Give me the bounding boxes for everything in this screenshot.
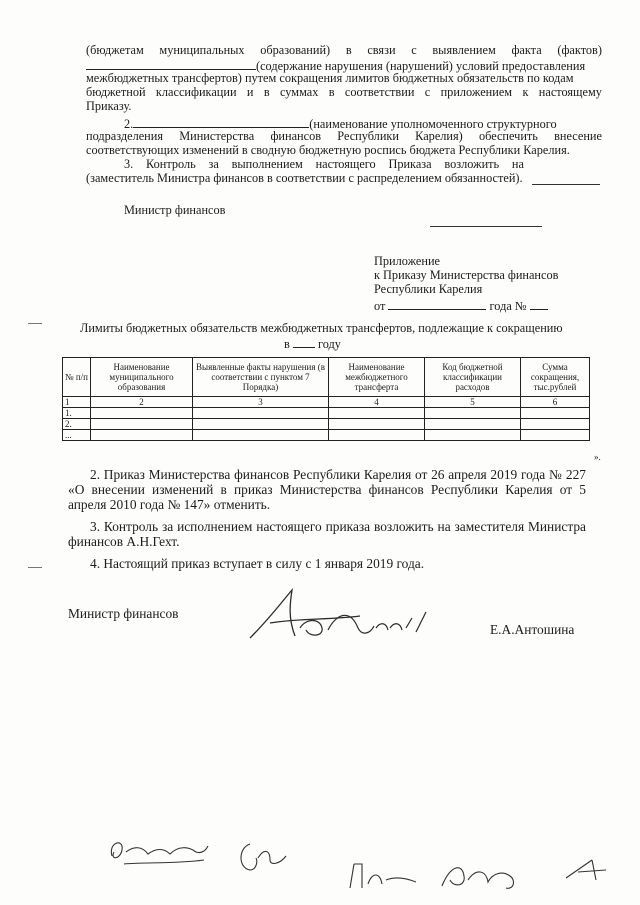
fragment-line-3 bbox=[86, 72, 573, 86]
table-cell bbox=[425, 408, 521, 419]
table-cell: 2. bbox=[63, 419, 91, 430]
department-blank bbox=[133, 116, 309, 128]
minister-label: Министр финансов bbox=[68, 606, 179, 621]
table-cell: ... bbox=[63, 430, 91, 441]
fragment-line-5 bbox=[86, 100, 131, 114]
fragment-line-1-w7: (фактов) bbox=[557, 43, 602, 57]
fragment-signature-line bbox=[430, 226, 542, 227]
fragment-line-4-w4: суммах bbox=[280, 85, 319, 99]
table-header-cell: Наименование межбюджетного трансферта bbox=[329, 358, 425, 397]
fragment-line-3-text: межбюджетных трансфертов) путем сокращения лимитов бюджетных обязательств по кодам bbox=[86, 71, 574, 85]
order-item-3: 3. Контроль за исполнением настоящего приказа возложить на заместителя Министра финансов А.Н.Гехт. bbox=[68, 519, 586, 550]
fragment-item-2-line-2 bbox=[86, 130, 602, 144]
table-cell bbox=[521, 430, 590, 441]
table-cell: 4 bbox=[329, 397, 425, 408]
appendix-line-3 bbox=[374, 283, 482, 297]
fragment-line-5-text: Приказу. bbox=[86, 99, 132, 113]
table-header-cell: Сумма сокращения, тыс.рублей bbox=[521, 358, 590, 397]
fragment-line-1-w4: с bbox=[411, 43, 417, 57]
fragment-line-4-w2: и bbox=[246, 85, 254, 99]
fragment-line-4-w5: в bbox=[328, 85, 335, 99]
fragment-line-4-w9: к bbox=[522, 85, 529, 99]
appendix-line-2-text: к Приказу Министерства финансов bbox=[374, 268, 559, 282]
fragment-item-2-w0: подразделения bbox=[86, 129, 163, 143]
appendix-line-2 bbox=[374, 269, 558, 283]
fragment-line-2-tail: (содержание нарушения (нарушений) условий предоставления bbox=[256, 59, 586, 73]
table-header-cell: № п/п bbox=[63, 358, 91, 397]
fragment-line-4-w6: соответствии bbox=[344, 85, 415, 99]
table-cell: 2 bbox=[91, 397, 193, 408]
fragment-line-1-w5: выявлением bbox=[432, 43, 496, 57]
table-cell: 1 bbox=[63, 397, 91, 408]
table-cell bbox=[329, 419, 425, 430]
deputy-blank bbox=[532, 184, 600, 185]
table-header-cell: Код бюджетной классификации расходов bbox=[425, 358, 521, 397]
fragment-line-1-w3: связи bbox=[367, 43, 396, 57]
fragment-item-3-w3: выполнением bbox=[231, 157, 303, 171]
fragment-item-2-w2: финансов bbox=[270, 129, 322, 143]
table-cell: 5 bbox=[425, 397, 521, 408]
appendix-date-blank bbox=[388, 298, 486, 310]
table-cell bbox=[91, 430, 193, 441]
table-cell bbox=[193, 419, 329, 430]
table-cell bbox=[425, 419, 521, 430]
table-row bbox=[63, 430, 590, 441]
fragment-line-4-w10: настоящему bbox=[538, 85, 602, 99]
fragment-item-2-w1: Министерства bbox=[179, 129, 255, 143]
fragment-line-1-w2: в bbox=[345, 43, 352, 57]
fragment-line-4-w7: с bbox=[424, 85, 431, 99]
table-cell bbox=[193, 430, 329, 441]
fragment-item-3 bbox=[124, 158, 524, 172]
appendix-line-4 bbox=[374, 298, 548, 314]
approval-signature-3 bbox=[346, 856, 526, 896]
table-cell bbox=[329, 430, 425, 441]
table-cell: 3 bbox=[193, 397, 329, 408]
fragment-line-1-left: (бюджетам bbox=[86, 43, 144, 57]
appendix-line-3-text: Республики Карелия bbox=[374, 282, 483, 296]
table-cell bbox=[521, 408, 590, 419]
appendix-line-1-text: Приложение bbox=[374, 254, 440, 268]
appendix-line-1 bbox=[374, 255, 440, 269]
table-header-cell: Выявленные факты нарушения (в соответствии с пунктом 7 Порядка) bbox=[193, 358, 329, 397]
fragment-item-3-line-2-text: (заместитель Министра финансов в соответствии с распределением обязанностей). bbox=[86, 171, 523, 185]
fragment-item-3-w1: Контроль bbox=[146, 157, 196, 171]
fragment-item-2-w6: внесение bbox=[554, 129, 602, 143]
table-row bbox=[63, 419, 590, 430]
table-cell: 6 bbox=[521, 397, 590, 408]
violation-blank bbox=[86, 58, 256, 70]
table-cell bbox=[425, 430, 521, 441]
fragment-item-2-w4: Карелия) bbox=[415, 129, 463, 143]
fragment-item-2-line-3 bbox=[86, 144, 570, 158]
table-cell: 1. bbox=[63, 408, 91, 419]
minister-name: Е.А.Антошина bbox=[490, 622, 575, 637]
approval-signature-1 bbox=[104, 834, 214, 870]
table-cell bbox=[91, 419, 193, 430]
fragment-item-3-w0: 3. bbox=[124, 157, 134, 171]
fragment-line-1 bbox=[86, 44, 602, 58]
margin-mark-1 bbox=[28, 323, 42, 324]
appendix-date-prefix: от bbox=[374, 299, 386, 313]
fragment-item-3-w6: возложить bbox=[444, 157, 500, 171]
table-cell bbox=[91, 408, 193, 419]
fragment-line-4 bbox=[86, 86, 602, 100]
fragment-line-1-w6: факта bbox=[511, 43, 542, 57]
order-item-4: 4. Настоящий приказ вступает в силу с 1 января 2019 года. bbox=[90, 556, 425, 571]
fragment-item-2-tail: (наименование уполномоченного структурного bbox=[309, 117, 557, 131]
fragment-minister-label bbox=[124, 204, 225, 218]
fragment-minister-label-text: Министр финансов bbox=[124, 203, 226, 217]
table-title-line-1-text: Лимиты бюджетных обязательств межбюджетных трансфертов, подлежащие к сокращению bbox=[80, 321, 563, 335]
table-year-suffix: году bbox=[317, 337, 341, 351]
table-title-line-1 bbox=[80, 322, 563, 336]
table-year-blank bbox=[293, 336, 315, 348]
fragment-item-3-w7: на bbox=[511, 157, 524, 171]
appendix-number-label: года № bbox=[489, 299, 527, 313]
table-cell bbox=[521, 419, 590, 430]
fragment-item-2-line-3-text: соответствующих изменений в сводную бюджетную роспись бюджета Республики Карелия. bbox=[86, 143, 570, 157]
approval-signature-4 bbox=[562, 854, 616, 884]
order-item-2: 2. Приказ Министерства финансов Республики Карелия от 26 апреля 2019 года № 227 «О внесении изменений в приказ Министерства финансов Республики Карелия от 5 апреля 2010 года № 147» отменить. bbox=[68, 467, 586, 513]
table-title-line-2 bbox=[284, 336, 341, 352]
fragment-line-4-w1: классификации bbox=[155, 85, 237, 99]
fragment-item-3-w5: Приказа bbox=[388, 157, 432, 171]
fragment-line-4-w3: в bbox=[263, 85, 270, 99]
table-cell bbox=[329, 408, 425, 419]
fragment-item-2-w5: обеспечить bbox=[478, 129, 538, 143]
minister-signature bbox=[240, 588, 450, 648]
limits-table bbox=[62, 357, 590, 441]
table-header-cell: Наименование муниципального образования bbox=[91, 358, 193, 397]
table-numbering-row bbox=[63, 397, 590, 408]
table-header-row bbox=[63, 358, 590, 397]
fragment-line-1-w0: муниципальных bbox=[159, 43, 245, 57]
fragment-item-2-w3: Республики bbox=[337, 129, 399, 143]
fragment-line-4-w8: приложением bbox=[440, 85, 513, 99]
fragment-item-3-w4: настоящего bbox=[315, 157, 376, 171]
fragment-line-4-w0: бюджетной bbox=[86, 85, 146, 99]
appendix-number-blank bbox=[530, 298, 548, 310]
table-row bbox=[63, 408, 590, 419]
fragment-item-3-w2: за bbox=[208, 157, 219, 171]
margin-mark-2 bbox=[28, 567, 42, 568]
fragment-line-1-w1: образований) bbox=[260, 43, 331, 57]
fragment-item-3-line-2 bbox=[86, 172, 523, 186]
table-cell bbox=[193, 408, 329, 419]
table-year-prefix: в bbox=[284, 337, 290, 351]
approval-signature-2 bbox=[236, 838, 296, 874]
fragment-item-2-num: 2. bbox=[124, 117, 134, 131]
table-closing-quote: ». bbox=[594, 452, 601, 462]
